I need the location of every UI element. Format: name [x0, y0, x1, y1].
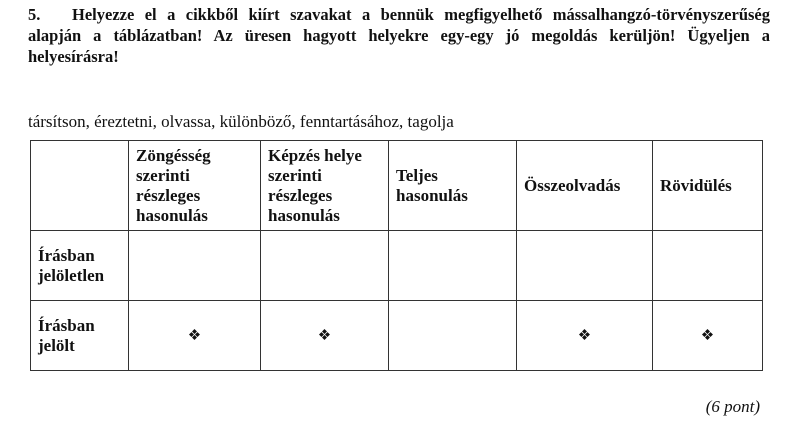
answer-cell[interactable]	[389, 301, 517, 371]
points-label: (6 pont)	[705, 397, 760, 416]
task-text: Helyezze el a cikkből kiírt szavakat a bennük megfigyelhető mássalhangzó-törvényszerűség alapján a táblázatban! Az üresen hagyott helyekre egy-egy jó megoldás kerüljön! Ügyeljen a helyesírásra!	[28, 5, 770, 66]
header-fusion: Összeolvadás	[517, 141, 653, 231]
header-corner	[31, 141, 129, 231]
task-instruction	[28, 4, 770, 67]
table-row	[31, 301, 763, 371]
table-header-row	[31, 141, 763, 231]
diamond-icon: ❖	[129, 301, 261, 371]
diamond-icon: ❖	[653, 301, 763, 371]
diamond-icon: ❖	[261, 301, 389, 371]
header-place-assimilation: Képzés helye szerinti részleges hasonulás	[261, 141, 389, 231]
header-shortening: Rövidülés	[653, 141, 763, 231]
answer-cell[interactable]	[653, 231, 763, 301]
answer-cell[interactable]	[389, 231, 517, 301]
assignment-table	[30, 140, 763, 371]
row-label-marked: Írásban jelölt	[31, 301, 129, 371]
word-list: társítson, éreztetni, olvassa, különböző, fenntartásához, tagolja	[28, 112, 454, 131]
answer-cell[interactable]	[261, 231, 389, 301]
row-label-unmarked: Írásban jelöletlen	[31, 231, 129, 301]
table-row	[31, 231, 763, 301]
diamond-icon: ❖	[517, 301, 653, 371]
task-number: 5.	[28, 5, 41, 24]
answer-cell[interactable]	[517, 231, 653, 301]
answer-cell[interactable]	[129, 231, 261, 301]
header-full-assimilation: Teljes hasonulás	[389, 141, 517, 231]
header-voicing-assimilation: Zöngésség szerinti részleges hasonulás	[129, 141, 261, 231]
